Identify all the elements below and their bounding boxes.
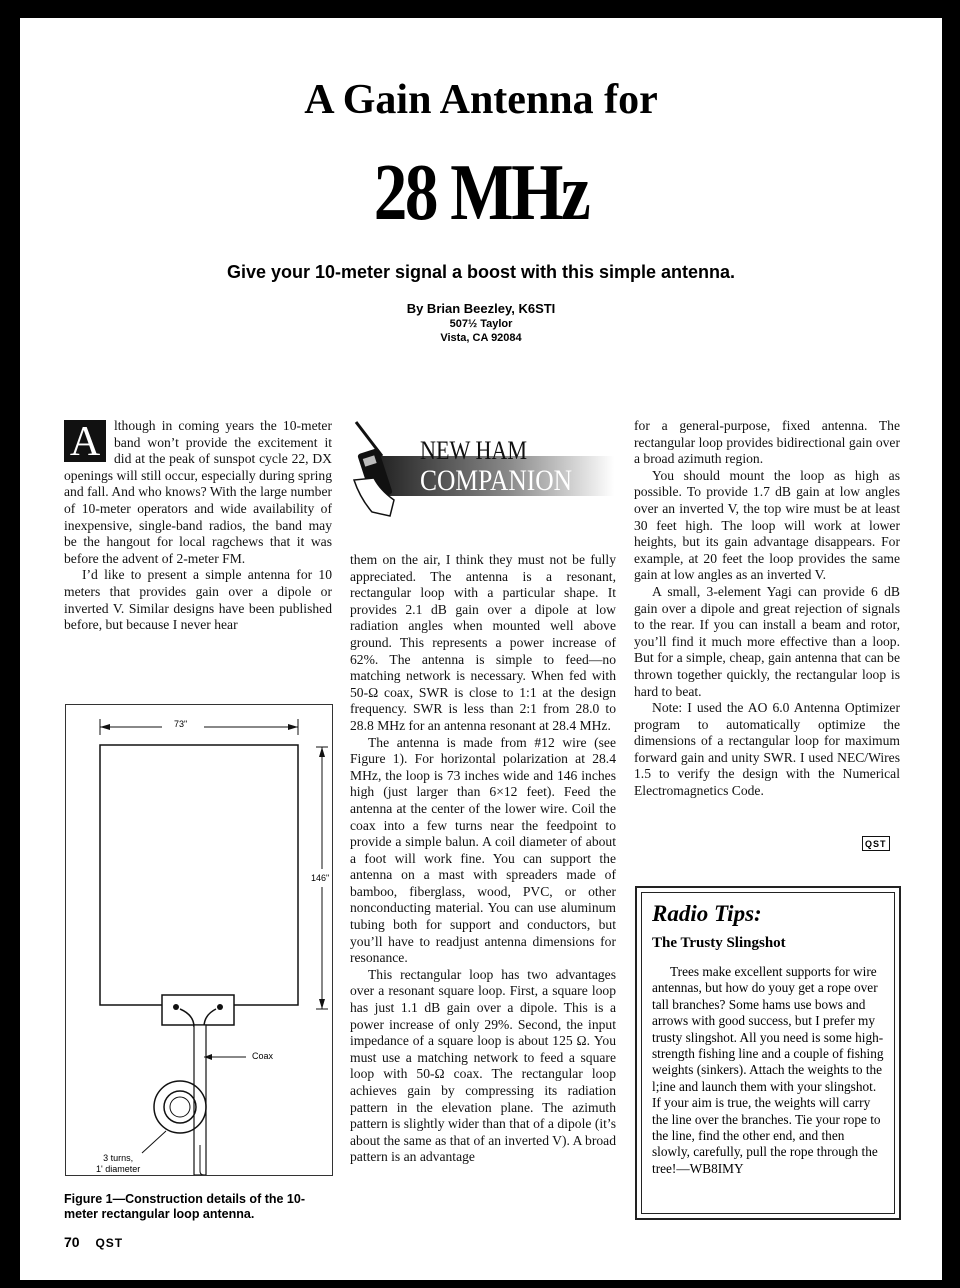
banner-line-1: NEW HAM [420,436,528,465]
page-number: 70 [64,1234,80,1250]
byline [20,300,942,345]
qst-logo: QST [95,1236,124,1250]
column-1 [64,418,332,634]
coax-label: Coax [252,1051,274,1061]
address-line-2: Vista, CA 92084 [440,332,522,344]
article-page [20,18,942,1280]
radio-tips-heading: Radio Tips: [652,901,762,926]
col3-para-4-text: Note: I used the AO 6.0 Antenna Optimizer program to automatically optimize the dimensions of a rectangular loop for maximum forward gain and unity SWR. I used NEC/Wires 1.5 to verify the design with the Numerical Electromagnetics Code. [634,700,900,799]
title-line-2: 28 MHz [373,149,589,237]
column-2 [350,552,616,1166]
author: By Brian Beezley, K6STI [406,301,556,316]
col2-para-1: them on the air, I think they must not be fully appreciated. The antenna is a resonant, rectangular loop with a particular shape. It provides 2.1 dB gain over a dipole at low radiation angles when mounted well above ground. This represents a power increase of 62%. The antenna is simple to feed—no matching network is necessary. When fed with 50-Ω coax, SWR is close to 1:1 at the design frequency. SWR is less than 2:1 from 28.0 to 28.8 MHz for an antenna resonant at 28.4 MHz. [350,552,616,733]
col2-para-3: This rectangular loop has two advantages over a resonant square loop. First, a square loop has just 1.1 dB gain over a dipole. This is a power increase of only 29%. Second, the input impedance of a square loop is about 125 Ω. You must use a matching network to feed a square loop with 50-Ω coax. The rectangular loop achieves gain by compressing its radiation pattern in the elevation plane. The azimuth pattern is slightly wider than that of a dipole (it’s about the same as that of an inverted V). A broad pattern is an advantage [350,966,616,1165]
radio-tips-body: Trees make excellent supports for wire antennas, but how do youy get a rope over tall branches? Some hams use bows and arrows with good success, but I prefer my trusty slingshot. All you need is some high-strength fishing line and a couple of fishing weights (sinkers). Attach the weights to the l;ine and launch them with your slingshot. If your aim is true, the weights will carry the line over the branches. Tie your rope to the line, find the other end, and then slowly, carefully, pull the rope through the tree!—WB8IMY [652,964,884,1176]
subtitle: Give your 10-meter signal a boost with this simple antenna. [226,262,736,282]
end-mark-logo: QST [865,839,887,849]
title-line-1: A Gain Antenna for [304,77,658,123]
col3-para-1: for a general-purpose, fixed antenna. The rectangular loop provides bidirectional gain over a broad azimuth region. [634,418,900,467]
end-mark [862,836,890,851]
loop-antenna-diagram [66,705,332,1175]
col3-para-2: You should mount the loop as high as possible. To provide 1.7 dB gain at low angles over an inverted V, the top wire must be at least 30 feet high. The loop will work at lower heights, but its gain advantage disappears. For example, at 20 feet the loop provides the same gain at low angles as an inverted V. [634,467,900,583]
width-label: 73" [174,719,188,729]
col1-para-1: lthough in coming years the 10-meter band won’t provide the excitement it did at the peak of sunspot cycle 22, DX openings will still occur, especially during spring and fall. And who knows? With the large number of 10-meter operators and wide availability of inexpensive, single-band radios, the band may be the hangout for local ragchews that it was before the advent of 2-meter FM. [64,418,332,566]
coil-label [96,1153,140,1175]
height-label: 146" [311,873,330,883]
page-footer [64,1234,123,1250]
coil-label-line-2: 1' diameter [96,1164,141,1174]
figure-1 [65,704,333,1176]
col3-para-3: A small, 3-element Yagi can provide 6 dB gain over a dipole and great rejection of signals to the rear. If you can install a beam and rotor, you’ll find it much more effective than a loop. But for a simple, cheap, gain antenna that can be thrown together quickly, the rectangular loop is hard to beat. [634,583,900,699]
column-3 [634,418,900,800]
radio-tips-subheading: The Trusty Slingshot [652,935,786,951]
drop-cap: A [64,420,106,462]
col3-para-4 [634,700,900,800]
coil-label-line-1: 3 turns, [103,1153,134,1163]
address-line-1: 507½ Taylor [449,318,513,330]
banner-line-2: COMPANION [420,464,573,497]
figure-caption: Figure 1—Construction details of the 10-meter rectangular loop antenna. [64,1192,305,1221]
col1-para-2: I’d like to present a simple antenna for 10 meters that provides gain over a dipole or inverted V. Similar designs have been published before, but because I never hear [64,567,332,633]
radio-tips-inner [641,892,895,1214]
radio-tips-sidebar [635,886,901,1220]
col2-para-2: The antenna is made from #12 wire (see Figure 1). For horizontal polarization at 28.4 MHz, the loop is 73 inches wide and 146 inches high (just larger than 6×12 feet). Feed the antenna at the center of the lower wire. Coil the coax into a few turns near the feedpoint to provide a simple balun. A coil diameter of about a foot will work fine. You can support the antenna on a mast with spreaders made of bamboo, fiberglass, wood, PVC, or other nonconducting material. You can use aluminum tubing both for support and conductors, but you’ll have to readjust antenna dimensions for resonance. [350,734,616,966]
new-ham-companion-banner [350,420,614,520]
